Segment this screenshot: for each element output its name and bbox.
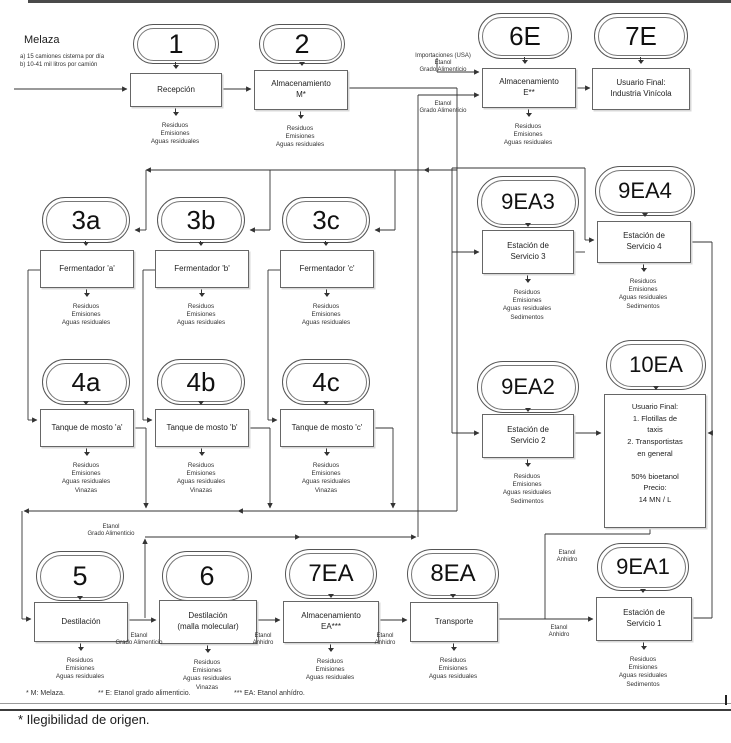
output-item: Residuos (187, 303, 215, 310)
output-item: Emisiones (311, 470, 341, 478)
node-8EA-number: 8EA (411, 553, 496, 596)
output-item: Emisiones (628, 286, 658, 294)
edge-label-1 (412, 101, 474, 115)
source-note-b: b) 10-41 mil litros por camión (20, 62, 98, 69)
node-7E-box-line: Industria Vinícola (610, 89, 672, 98)
node-7EA-box-line: EA*** (320, 622, 341, 631)
node-3c-box (280, 250, 374, 288)
node-6E-output-arrow (528, 107, 529, 116)
output-item: Vinazas (195, 683, 219, 691)
node-5-output-arrow (80, 641, 81, 650)
output-item: Emisiones (186, 470, 216, 478)
footnote-ea: *** EA: Etanol anhídro. (234, 690, 305, 697)
output-item: Residuos (312, 303, 340, 310)
node-2-box-line: M* (296, 90, 306, 99)
node-4b-box (155, 409, 249, 447)
node-9EA2-box-line: Estación de (507, 425, 549, 435)
output-item: Aguas residuales (305, 674, 355, 682)
output-item: Residuos (72, 462, 100, 469)
output-item: Residuos (193, 659, 221, 666)
node-9EA4-output-arrow (643, 262, 644, 271)
node-2-input-arrow (301, 62, 302, 65)
output-item: Sedimentos (510, 313, 544, 321)
output-item: Vinazas (314, 486, 338, 494)
node-9EA1-box-line: Estación de (623, 608, 665, 618)
node-3b-box-line: Fermentador 'b' (174, 263, 230, 273)
output-item: Emisiones (186, 311, 216, 319)
output-item: Emisiones (285, 133, 315, 141)
node-10EA-box-line: Precio: (643, 483, 667, 493)
node-4a-box-line: Tanque de mosto 'a' (51, 422, 123, 432)
output-item: Emisiones (628, 664, 658, 672)
edge-label-line: Etanol (130, 633, 148, 639)
node-9EA1-input-arrow (642, 589, 643, 592)
output-item: Residuos (187, 462, 215, 469)
output-item: Emisiones (513, 131, 543, 139)
output-item: Emisiones (71, 470, 101, 478)
node-3a-output-arrow (86, 287, 87, 296)
node-10EA-box-line: 14 MN / L (638, 495, 672, 504)
node-2-number: 2 (263, 28, 342, 61)
output-item: Residuos (286, 125, 314, 132)
node-9EA4-box-line: Estación de (623, 231, 665, 241)
node-10EA-box-line: 2. Transportistas (627, 436, 683, 446)
node-3c-number: 3c (286, 201, 367, 240)
node-4a-input-arrow (85, 403, 86, 404)
node-9EA3-output-arrow (527, 273, 528, 282)
output-item: Residuos (439, 657, 467, 664)
output-item: Emisiones (160, 130, 190, 138)
node-4b-input-arrow (200, 403, 201, 404)
node-9EA1-number: 9EA1 (601, 547, 686, 588)
node-10EA-box-line: en general (637, 448, 673, 458)
node-6E-box (482, 68, 576, 108)
output-item: Aguas residuales (503, 139, 553, 147)
node-3a-number: 3a (46, 201, 127, 240)
node-2-output-arrow (300, 109, 301, 118)
edge-label-line: Etanol (376, 633, 394, 639)
node-10EA-box-line: taxis (647, 425, 663, 435)
node-3b-input-arrow (200, 241, 201, 245)
node-7EA-number: 7EA (289, 553, 374, 596)
edge-label-line: Anhidro (252, 640, 274, 647)
node-9EA4-input-arrow (644, 214, 645, 216)
output-item: Residuos (629, 656, 657, 663)
output-item: Aguas residuales (55, 673, 105, 681)
node-3c-output-arrow (326, 287, 327, 296)
output-item: Aguas residuales (275, 141, 325, 149)
node-10EA-box (604, 394, 706, 528)
node-5-box-line: Destilación (61, 616, 101, 626)
node-5-number: 5 (40, 555, 121, 598)
node-9EA1-output-arrow (643, 640, 644, 649)
node-3b-number: 3b (161, 201, 242, 240)
edge-label-line: Grado Alimenticio (419, 108, 467, 115)
node-6E-number: 6E (482, 17, 569, 56)
edge-label-6 (545, 550, 589, 564)
node-10EA-input-arrow (655, 388, 656, 389)
node-9EA2-box-line: Servicio 2 (510, 436, 546, 445)
edge-label-line: Anhidro (556, 557, 578, 564)
output-item: Residuos (72, 303, 100, 310)
output-item: Aguas residuales (502, 489, 552, 497)
node-1-box (130, 73, 222, 107)
output-item: Residuos (316, 658, 344, 665)
node-7EA-box-line: Almacenamiento (301, 611, 361, 621)
node-6-output-arrow (207, 643, 208, 652)
node-6-box-line: (malla molecular) (177, 622, 239, 631)
output-item: Aguas residuales (502, 305, 552, 313)
node-6E-box-line: E** (523, 88, 535, 97)
node-4c-box-line: Tanque de mosto 'c' (291, 422, 363, 432)
edge-label-line: Etanol (558, 550, 576, 556)
output-item: Emisiones (192, 667, 222, 675)
edge-label-line: Etanol (434, 101, 452, 107)
output-item: Aguas residuales (150, 138, 200, 146)
edge-label-4 (240, 633, 286, 647)
output-item: Aguas residuales (618, 294, 668, 302)
output-item: Aguas residuales (182, 675, 232, 683)
output-item: Residuos (513, 473, 541, 480)
node-9EA2-number: 9EA2 (481, 365, 576, 410)
edge-label-line: Grado Alimenticio (87, 531, 135, 538)
node-7E-box (592, 68, 690, 110)
node-7E-box-line: Usuario Final: (616, 78, 666, 88)
output-item: Residuos (312, 462, 340, 469)
node-10EA-box-line: 50% bioetanol (631, 471, 679, 481)
output-item: Emisiones (438, 665, 468, 673)
node-1-number: 1 (137, 28, 216, 61)
edge-label-line: Anhidro (548, 632, 570, 639)
node-9EA2-box (482, 414, 574, 458)
edge-label-line: Etanol (254, 633, 272, 639)
node-9EA3-number: 9EA3 (481, 180, 576, 225)
edge-label-line: Importaciones (USA) (415, 53, 471, 59)
edge-label-0 (412, 53, 474, 75)
node-3c-input-arrow (325, 241, 326, 245)
node-8EA-box (410, 602, 498, 642)
node-6E-input-arrow (524, 57, 525, 63)
footnote-m: * M: Melaza. (26, 690, 65, 697)
page-caption: * Ilegibilidad de origen. (18, 712, 150, 727)
edge-label-2 (80, 524, 142, 538)
output-item: Sedimentos (626, 680, 660, 688)
output-item: Sedimentos (510, 497, 544, 505)
output-item: Emisiones (315, 666, 345, 674)
output-item: Residuos (161, 122, 189, 129)
edge-label-7 (536, 625, 582, 639)
node-9EA4-box (597, 221, 691, 263)
output-item: Residuos (514, 123, 542, 130)
node-10EA-box-line: Usuario Final: (631, 402, 679, 411)
node-3a-input-arrow (85, 241, 86, 245)
output-item: Aguas residuales (176, 478, 226, 486)
node-9EA1-box-line: Servicio 1 (626, 619, 662, 628)
node-3a-box-line: Fermentador 'a' (59, 263, 115, 273)
node-8EA-box-line: Transporte (434, 616, 474, 626)
edge-label-line: Grado Alimenticio (419, 67, 467, 74)
node-1-input-arrow (175, 62, 176, 68)
node-4c-output-arrow (326, 446, 327, 455)
output-item: Aguas residuales (301, 319, 351, 327)
node-4c-box (280, 409, 374, 447)
node-9EA1-box (596, 597, 692, 641)
node-7E-number: 7E (598, 17, 685, 56)
output-item: Aguas residuales (61, 478, 111, 486)
node-6-box-line: Destilación (188, 611, 228, 621)
edge-label-line: Grado Alimenticio (115, 640, 163, 647)
output-item: Emisiones (311, 311, 341, 319)
edge-label-line: Etanol (102, 524, 120, 530)
node-9EA2-output-arrow (527, 457, 528, 466)
node-4a-number: 4a (46, 363, 127, 402)
node-9EA4-number: 9EA4 (599, 170, 692, 213)
node-4a-box (40, 409, 134, 447)
edge-label-line: Etanol (434, 60, 452, 67)
output-item: Vinazas (74, 486, 98, 494)
node-3c-box-line: Fermentador 'c' (299, 263, 355, 273)
node-6-number: 6 (166, 555, 249, 598)
output-item: Emisiones (512, 297, 542, 305)
output-item: Aguas residuales (618, 672, 668, 680)
node-4b-box-line: Tanque de mosto 'b' (166, 422, 238, 432)
node-3b-output-arrow (201, 287, 202, 296)
edge-label-line: Anhidro (374, 640, 396, 647)
node-7EA-output-arrow (330, 642, 331, 651)
node-4a-output-arrow (86, 446, 87, 455)
node-9EA3-box-line: Estación de (507, 241, 549, 251)
source-title: Melaza (24, 34, 60, 46)
output-item: Sedimentos (626, 302, 660, 310)
node-9EA4-box-line: Servicio 4 (626, 242, 662, 251)
output-item: Vinazas (189, 486, 213, 494)
output-item: Emisiones (71, 311, 101, 319)
node-9EA3-box-line: Servicio 3 (510, 252, 546, 261)
node-6E-box-line: Almacenamiento (499, 77, 559, 87)
source-note-a: a) 15 camiones cisterna por día (20, 54, 105, 60)
output-item: Emisiones (65, 665, 95, 673)
edge-label-5 (362, 633, 408, 647)
output-item: Emisiones (512, 481, 542, 489)
node-10EA-box-line (654, 459, 656, 471)
output-item: Residuos (513, 289, 541, 296)
output-item: Residuos (66, 657, 94, 664)
node-1-output-arrow (175, 106, 176, 115)
edge-label-line: Etanol (550, 625, 568, 631)
node-10EA-number: 10EA (610, 344, 703, 387)
node-3a-box (40, 250, 134, 288)
output-item: Aguas residuales (428, 673, 478, 681)
output-item: Aguas residuales (61, 319, 111, 327)
footnote-e: ** E: Etanol grado alimenticio. (98, 690, 191, 697)
node-4c-number: 4c (286, 363, 367, 402)
node-3b-box (155, 250, 249, 288)
node-2-box (254, 70, 348, 110)
node-4c-input-arrow (325, 403, 326, 404)
node-9EA3-box (482, 230, 574, 274)
node-1-box-line: Recepción (157, 84, 195, 94)
node-4b-output-arrow (201, 446, 202, 455)
output-item: Aguas residuales (176, 319, 226, 327)
output-item: Residuos (629, 278, 657, 285)
node-8EA-output-arrow (453, 641, 454, 650)
node-10EA-box-line: 1. Flotillas de (632, 413, 678, 423)
output-item: Aguas residuales (301, 478, 351, 486)
node-7E-input-arrow (640, 57, 641, 63)
node-2-box-line: Almacenamiento (271, 79, 331, 89)
node-4b-number: 4b (161, 363, 242, 402)
edge-label-3 (108, 633, 170, 647)
